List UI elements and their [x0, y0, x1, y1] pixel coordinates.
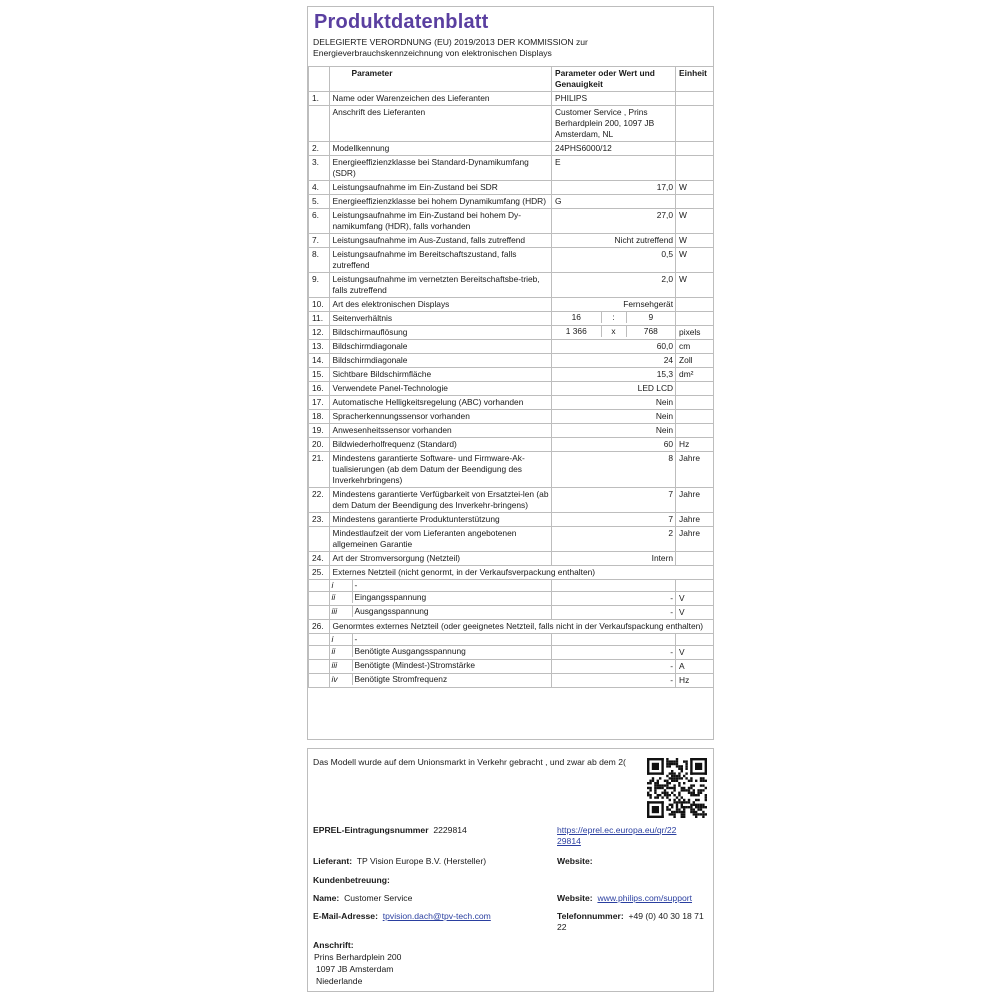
row-parameter: Spracherkennungssensor vorhanden [329, 410, 551, 424]
row-parameter: Name oder Warenzeichen des Lieferanten [329, 92, 551, 106]
row-parameter: Leistungsaufnahme im Bereitschaftszustand, falls zutreffend [329, 248, 551, 273]
subrow-unit: A [676, 660, 714, 674]
row-parameter: Energieeffizienzklasse bei hohem Dynamikumfang (HDR) [329, 195, 551, 209]
support-heading-text: Kundenbetreuung: [313, 875, 390, 885]
regulation-text [313, 37, 709, 59]
row-number: 23. [309, 513, 330, 527]
row-value: 24PHS6000/12 [551, 142, 675, 156]
phone-value: +49 (0) 40 30 18 71 [628, 911, 704, 921]
row-value: LED LCD [551, 382, 675, 396]
table-row [309, 382, 714, 396]
address-line: Prins Berhardplein 200 [314, 952, 402, 962]
subrow-spacer [309, 634, 330, 646]
row-parameter: Leistungsaufnahme im Ein-Zustand bei hohem Dy-namikumfang (HDR), falls vorhanden [329, 209, 551, 234]
row-number: 19. [309, 424, 330, 438]
subrow-roman: iii [330, 660, 353, 671]
table-row [309, 396, 714, 410]
row-value: Intern [551, 552, 675, 566]
table-row [309, 513, 714, 527]
row-value: 7 [551, 488, 675, 513]
row-number: 15. [309, 368, 330, 382]
row-number: 20. [309, 438, 330, 452]
subrow-unit [676, 634, 714, 646]
table-subrow [309, 646, 714, 660]
row-number: 1. [309, 92, 330, 106]
aspect-value-table [552, 312, 675, 323]
row-value: Nein [551, 396, 675, 410]
subrow-label-cell [329, 634, 551, 646]
table-row [309, 368, 714, 382]
row-parameter: Anschrift des Lieferanten [329, 106, 551, 142]
row-parameter: Energieeffizienzklasse bei Standard-Dynamikumfang (SDR) [329, 156, 551, 181]
row-unit [676, 396, 714, 410]
table-row [309, 156, 714, 181]
table-row [309, 552, 714, 566]
row-parameter: Bildschirmdiagonale [329, 340, 551, 354]
subrow-label-cell [329, 606, 551, 620]
row-parameter: Bildschirmauflösung [329, 326, 551, 340]
subrow-roman: i [330, 634, 353, 645]
row-parameter: Bildwiederholfrequenz (Standard) [329, 438, 551, 452]
subrow-label-table [330, 674, 551, 685]
page-title: Produktdatenblatt [314, 11, 489, 33]
row-value-split [551, 312, 675, 326]
subrow-label-table [330, 660, 551, 671]
table-row [309, 410, 714, 424]
support-heading [313, 875, 390, 886]
eprel-row [313, 825, 467, 836]
subrow-label: Eingangsspannung [354, 592, 427, 602]
table-subrow [309, 606, 714, 620]
support-website-row [557, 893, 692, 904]
row-parameter: Sichtbare Bildschirmfläche [329, 368, 551, 382]
row-value-split [551, 326, 675, 340]
website2-label: Website: [557, 893, 593, 903]
table-row [309, 452, 714, 488]
table-row [309, 248, 714, 273]
subrow-unit: V [676, 646, 714, 660]
aspect-b: 9 [648, 312, 654, 322]
resolution-a: 1 366 [565, 326, 587, 336]
row-parameter: Verwendete Panel-Technologie [329, 382, 551, 396]
aspect-a: 16 [571, 312, 581, 322]
row-number: 16. [309, 382, 330, 396]
section-title: Externes Netzteil (nicht genormt, in der Verkaufsverpackung enthalten) [329, 566, 714, 580]
subrow-label: Benötigte Stromfrequenz [354, 674, 448, 684]
subrow-label: Ausgangsspannung [354, 606, 429, 616]
table-subrow [309, 580, 714, 592]
row-unit: Jahre [676, 488, 714, 513]
row-number [309, 527, 330, 552]
row-parameter: Anwesenheitssensor vorhanden [329, 424, 551, 438]
subrow-roman: ii [330, 592, 353, 603]
subrow-unit [676, 580, 714, 592]
subrow-label: Benötigte Ausgangsspannung [354, 646, 466, 656]
table-row [309, 354, 714, 368]
row-unit [676, 298, 714, 312]
subrow-unit: Hz [676, 674, 714, 688]
row-value: 17,0 [551, 181, 675, 195]
subrow-label-table [330, 592, 551, 603]
table-row [309, 273, 714, 298]
row-parameter: Art des elektronischen Displays [329, 298, 551, 312]
supplier-row [313, 856, 486, 867]
table-subrow [309, 660, 714, 674]
row-unit [676, 312, 714, 326]
row-unit [676, 142, 714, 156]
row-value: 8 [551, 452, 675, 488]
subrow-roman: iii [330, 606, 353, 617]
address-line: 1097 JB Amsterdam [316, 964, 394, 974]
row-number: 2. [309, 142, 330, 156]
row-parameter: Modellkennung [329, 142, 551, 156]
row-unit: Jahre [676, 452, 714, 488]
table-row [309, 488, 714, 513]
resolution-b: 768 [643, 326, 658, 336]
regulation-line: Energieverbrauchskennzeichnung von elektronischen Displays [313, 48, 552, 58]
row-number: 3. [309, 156, 330, 181]
row-unit: Jahre [676, 513, 714, 527]
row-parameter: Leistungsaufnahme im Aus-Zustand, falls zutreffend [329, 234, 551, 248]
subrow-spacer [309, 674, 330, 688]
table-section-psu_external [309, 566, 714, 580]
subrow-spacer [309, 646, 330, 660]
row-unit [676, 106, 714, 142]
row-parameter: Leistungsaufnahme im Ein-Zustand bei SDR [329, 181, 551, 195]
row-unit [676, 424, 714, 438]
section-number: 25. [309, 566, 330, 580]
header-parameter: Parameter [329, 67, 551, 92]
address-label: Anschrift: [313, 940, 354, 950]
row-value: 27,0 [551, 209, 675, 234]
row-value: PHILIPS [551, 92, 675, 106]
name-label: Name: [313, 893, 340, 903]
email-link[interactable]: tpvision.dach@tpv-tech.com [382, 911, 491, 921]
name-value: Customer Service [344, 893, 413, 903]
subrow-value: - [551, 674, 675, 688]
row-parameter: Mindestens garantierte Verfügbarkeit von Ersatztei-len (ab dem Datum der Beendigung des Inverkehr-bringens) [329, 488, 551, 513]
subrow-label-cell [329, 592, 551, 606]
subrow-roman: ii [330, 646, 353, 657]
row-number: 24. [309, 552, 330, 566]
subrow-label-cell [329, 660, 551, 674]
subrow-spacer [309, 580, 330, 592]
subrow-unit: V [676, 606, 714, 620]
subrow-value [551, 580, 675, 592]
row-parameter: Automatische Helligkeitsregelung (ABC) vorhanden [329, 396, 551, 410]
subrow-label-cell [329, 674, 551, 688]
resolution-value-table [552, 326, 675, 337]
subrow-label: - [354, 634, 358, 644]
table-subrow [309, 674, 714, 688]
eprel-label: EPREL-Eintragungsnummer [313, 825, 429, 835]
table-row [309, 234, 714, 248]
row-number: 10. [309, 298, 330, 312]
table-row [309, 424, 714, 438]
row-unit: pixels [676, 326, 714, 340]
row-value: G [551, 195, 675, 209]
email-row [313, 911, 491, 922]
subrow-label: - [354, 580, 358, 590]
address-line: Niederlande [316, 976, 363, 986]
row-number: 9. [309, 273, 330, 298]
table-row [309, 209, 714, 234]
supplier-value: TP Vision Europe B.V. (Hersteller) [356, 856, 487, 866]
subrow-label-table [330, 634, 551, 645]
table-row [309, 142, 714, 156]
row-number: 21. [309, 452, 330, 488]
market-date-text: Das Modell wurde auf dem Unionsmarkt in Verkehr gebracht , und zwar ab dem 2( [313, 757, 626, 767]
email-label: E-Mail-Adresse: [313, 911, 378, 921]
table-row [309, 298, 714, 312]
resolution-sep: x [601, 326, 626, 337]
row-value: E [551, 156, 675, 181]
subrow-label-table [330, 606, 551, 617]
table-row [309, 195, 714, 209]
table-row [309, 92, 714, 106]
phone-value-cont: 22 [557, 922, 567, 932]
table-row [309, 181, 714, 195]
row-number: 12. [309, 326, 330, 340]
subrow-unit: V [676, 592, 714, 606]
row-unit: Hz [676, 438, 714, 452]
table-row [309, 438, 714, 452]
table-subrow [309, 634, 714, 646]
row-parameter: Mindestlaufzeit der vom Lieferanten angebotenen allgemeinen Garantie [329, 527, 551, 552]
row-value: 0,5 [551, 248, 675, 273]
row-value: Nicht zutreffend [551, 234, 675, 248]
supplier-label: Lieferant: [313, 856, 353, 866]
subrow-label-cell [329, 646, 551, 660]
product-data-sheet [307, 6, 714, 740]
row-number [309, 106, 330, 142]
subrow-value: - [551, 660, 675, 674]
row-unit: dm² [676, 368, 714, 382]
row-number: 13. [309, 340, 330, 354]
row-unit [676, 195, 714, 209]
subrow-label: Benötigte (Mindest-)Stromstärke [354, 660, 476, 670]
row-number: 6. [309, 209, 330, 234]
row-parameter: Mindestens garantierte Produktunterstützung [329, 513, 551, 527]
subrow-roman: iv [330, 674, 353, 685]
table-section-psu_standard [309, 620, 714, 634]
row-value: Customer Service , Prins Berhardplein 200, 1097 JB Amsterdam, NL [551, 106, 675, 142]
subrow-value: - [551, 592, 675, 606]
section-number: 26. [309, 620, 330, 634]
row-number: 8. [309, 248, 330, 273]
row-value: Nein [551, 424, 675, 438]
row-value: 2 [551, 527, 675, 552]
row-unit [676, 92, 714, 106]
row-number: 14. [309, 354, 330, 368]
table-row [309, 527, 714, 552]
row-unit [676, 156, 714, 181]
row-unit: W [676, 181, 714, 195]
row-value: 24 [551, 354, 675, 368]
row-value: 15,3 [551, 368, 675, 382]
table-row-aspect [309, 312, 714, 326]
row-value: 2,0 [551, 273, 675, 298]
subrow-label-cell [329, 580, 551, 592]
aspect-sep: : [601, 312, 626, 323]
subrow-spacer [309, 660, 330, 674]
address-label-row [313, 940, 354, 951]
subrow-roman: i [330, 580, 353, 591]
subrow-label-table [330, 580, 551, 591]
spec-table [308, 66, 714, 688]
supplier-website-row [557, 856, 593, 867]
table-subrow [309, 592, 714, 606]
header-num [309, 67, 330, 92]
row-number: 18. [309, 410, 330, 424]
section-title: Genormtes externes Netzteil (oder geeignetes Netzteil, falls nicht in der Verkaufspackung enthalten) [329, 620, 714, 634]
row-number: 4. [309, 181, 330, 195]
row-number: 5. [309, 195, 330, 209]
support-website-link[interactable]: www.philips.com/support [597, 893, 693, 903]
row-unit: W [676, 234, 714, 248]
row-parameter: Bildschirmdiagonale [329, 354, 551, 368]
row-number: 17. [309, 396, 330, 410]
row-unit: Zoll [676, 354, 714, 368]
row-parameter: Leistungsaufnahme im vernetzten Bereitschaftsbe-trieb, falls zutreffend [329, 273, 551, 298]
info-box [307, 748, 714, 992]
eprel-link-line[interactable]: https://eprel.ec.europa.eu/qr/22 [557, 825, 677, 835]
table-row [309, 106, 714, 142]
header-unit: Einheit [676, 67, 714, 92]
row-unit: W [676, 209, 714, 234]
table-row-resolution [309, 326, 714, 340]
subrow-spacer [309, 592, 330, 606]
row-parameter: Art der Stromversorgung (Netzteil) [329, 552, 551, 566]
phone-row [557, 911, 704, 922]
row-unit [676, 382, 714, 396]
row-unit: cm [676, 340, 714, 354]
regulation-line: DELEGIERTE VERORDNUNG (EU) 2019/2013 DER KOMMISSION zur [313, 37, 588, 47]
row-unit: Jahre [676, 527, 714, 552]
qr-code-icon[interactable] [647, 758, 707, 818]
row-parameter: Mindestens garantierte Software- und Firmware-Ak-tualisierungen (ab dem Datum der Beendigung des Inverkehrbringens) [329, 452, 551, 488]
row-number: 22. [309, 488, 330, 513]
row-number: 11. [309, 312, 330, 326]
subrow-label-table [330, 646, 551, 657]
subrow-value [551, 634, 675, 646]
row-unit [676, 410, 714, 424]
subrow-value: - [551, 646, 675, 660]
row-number: 7. [309, 234, 330, 248]
eprel-link-line[interactable]: 29814 [557, 836, 581, 846]
subrow-value: - [551, 606, 675, 620]
table-header-row [309, 67, 714, 92]
subrow-spacer [309, 606, 330, 620]
row-unit: W [676, 248, 714, 273]
row-value: 60,0 [551, 340, 675, 354]
eprel-value: 2229814 [433, 825, 467, 835]
row-unit: W [676, 273, 714, 298]
header-value: Parameter oder Wert und Genauigkeit [551, 67, 675, 92]
eprel-link[interactable] [557, 825, 676, 847]
row-value: 60 [551, 438, 675, 452]
row-unit [676, 552, 714, 566]
row-value: Fernsehgerät [551, 298, 675, 312]
row-value: Nein [551, 410, 675, 424]
website-label: Website: [557, 856, 593, 866]
table-row [309, 340, 714, 354]
support-name-row [313, 893, 412, 904]
phone-label: Telefonnummer: [557, 911, 624, 921]
row-parameter: Seitenverhältnis [329, 312, 551, 326]
row-value: 7 [551, 513, 675, 527]
